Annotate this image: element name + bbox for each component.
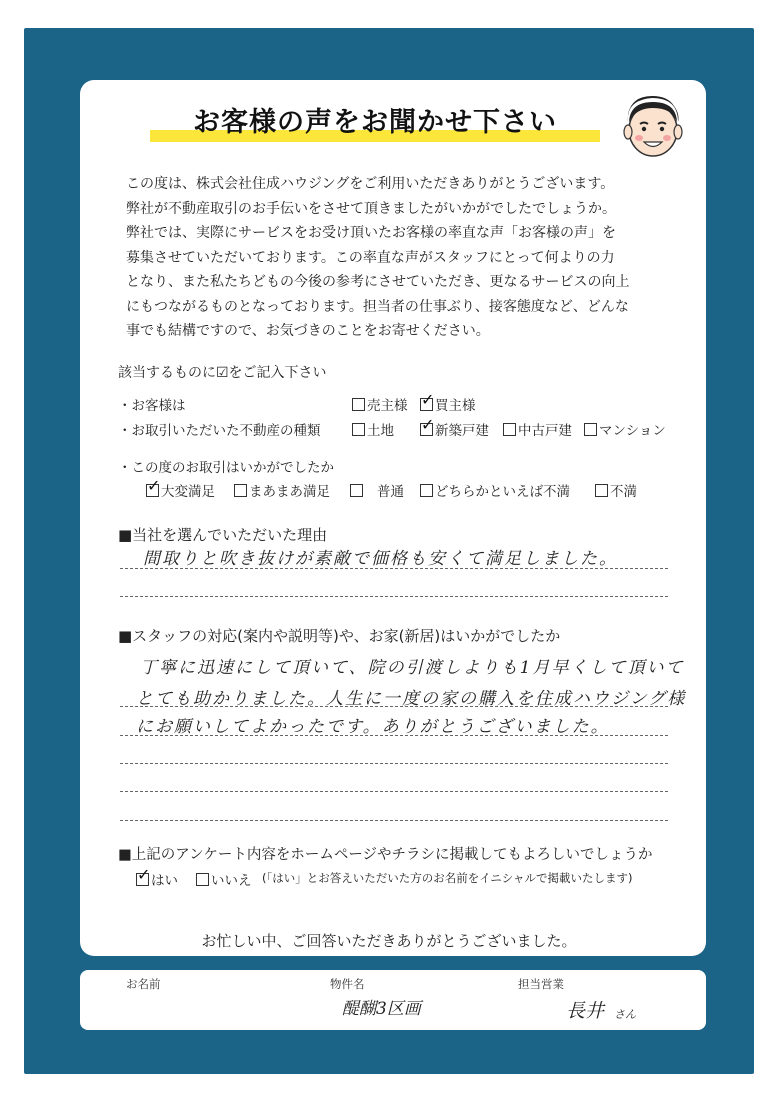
option-label: 新築戸建: [435, 423, 489, 439]
checkbox[interactable]: [350, 484, 363, 497]
option-label: 中古戸建: [518, 423, 572, 439]
title-text: お客様の声をお聞かせ下さい: [193, 107, 557, 138]
staff-answer-line: にお願いしてよかったです。ありがとうございました。: [136, 717, 610, 737]
checkbox[interactable]: [584, 423, 597, 436]
intro-line: にもつながるものとなっております。担当者の仕事ぶり、接客態度など、どんな: [126, 298, 629, 315]
option-label: 土地: [367, 423, 394, 439]
option-label: 売主様: [367, 398, 408, 414]
intro-line: 募集させていただいております。この率直な声がスタッフにとって何よりの力: [126, 249, 615, 266]
option-label: どちらかといえば不満: [435, 484, 570, 500]
option-label: 普通: [377, 484, 404, 500]
property-name-value: 醍醐3区画: [342, 999, 421, 1019]
page-title: [150, 100, 600, 152]
option-used-house[interactable]: [503, 419, 572, 439]
option-somewhat-dissatisfied[interactable]: [420, 480, 570, 500]
intro-line: 事でも結構ですので、お気づきのことをお寄せください。: [126, 323, 490, 339]
option-label: 買主様: [435, 398, 476, 414]
checkbox-checked[interactable]: [420, 423, 433, 436]
option-label: 不満: [610, 484, 637, 500]
reason-heading: ■当社を選んでいただいた理由: [118, 526, 328, 544]
option-label: いいえ: [211, 873, 252, 889]
checkbox[interactable]: [352, 398, 365, 411]
checkbox-checked[interactable]: [136, 873, 149, 886]
intro-line: 弊社では、実際にサービスをお受け頂いたお客様の率直な声「お客様の声」を: [126, 225, 616, 241]
option-mansion[interactable]: [584, 419, 666, 439]
consent-note: (「はい」とお答えいただいた方のお名前をイニシャルで掲載いたします): [262, 871, 633, 885]
option-seller[interactable]: [352, 394, 408, 414]
reason-answer: 間取りと吹き抜けが素敵で価格も安くて満足しました。: [143, 549, 618, 569]
checkbox[interactable]: [503, 423, 516, 436]
staff-name-value: 長井: [566, 1000, 605, 1022]
staff-label: 担当営業: [518, 977, 564, 991]
option-label: マンション: [599, 423, 666, 439]
staff-answer-line: 丁寧に迅速にして頂いて、院の引渡しよりも1月早くして頂いて: [140, 658, 685, 678]
answer-line: [120, 568, 668, 569]
intro-text: [126, 172, 686, 344]
satisfaction-label: ・この度のお取引はいかがでしたか: [118, 460, 334, 476]
instruction-label: 該当するものに☑をご記入下さい: [118, 365, 327, 381]
option-land[interactable]: [352, 419, 394, 439]
answer-line: [120, 763, 668, 764]
name-label: お名前: [126, 977, 161, 991]
checkbox[interactable]: [196, 873, 209, 886]
checkbox[interactable]: [595, 484, 608, 497]
intro-line: 弊社が不動産取引のお手伝いをさせて頂きましたがいかがでしたでしょうか。: [126, 200, 616, 217]
option-label: はい: [151, 873, 178, 889]
option-no[interactable]: [196, 869, 252, 889]
checkbox-checked[interactable]: [146, 484, 159, 497]
staff-answer-line: とても助かりました。人生に一度の家の購入を住成ハウジング様: [136, 689, 687, 709]
answer-line: [120, 706, 668, 707]
customer-label: ・お客様は: [118, 398, 186, 414]
option-label: まあまあ満足: [249, 484, 330, 500]
property-type-label: ・お取引いただいた不動産の種類: [118, 423, 321, 439]
checkbox[interactable]: [234, 484, 247, 497]
staff-face-icon: [614, 92, 692, 160]
intro-line: となり、また私たちどもの今後の参考にさせていただき、更なるサービスの向上: [126, 274, 630, 290]
answer-line: [120, 735, 668, 736]
checkbox[interactable]: [420, 484, 433, 497]
option-buyer[interactable]: [420, 394, 476, 414]
option-normal[interactable]: [350, 480, 404, 500]
answer-line: [120, 791, 668, 792]
answer-line: [120, 596, 668, 597]
option-label: 大変満足: [161, 484, 215, 500]
staff-name-suffix: さん: [614, 1008, 636, 1021]
answer-line: [120, 820, 668, 821]
thanks-message: お忙しい中、ご回答いただきありがとうございました。: [201, 932, 577, 950]
option-somewhat-satisfied[interactable]: [234, 480, 330, 500]
checkbox-checked[interactable]: [420, 398, 433, 411]
option-yes[interactable]: [136, 869, 178, 889]
staff-heading: ■スタッフの対応(案内や説明等)や、お家(新居)はいかがでしたか: [118, 627, 561, 645]
option-new-house[interactable]: [420, 419, 489, 439]
intro-line: この度は、株式会社住成ハウジングをご利用いただきありがとうございます。: [126, 176, 615, 192]
consent-heading: ■上記のアンケート内容をホームページやチラシに掲載してもよろしいでしょうか: [118, 847, 653, 863]
option-very-satisfied[interactable]: [146, 480, 215, 500]
property-name-label: 物件名: [330, 977, 365, 991]
option-dissatisfied[interactable]: [595, 480, 637, 500]
checkbox[interactable]: [352, 423, 365, 436]
